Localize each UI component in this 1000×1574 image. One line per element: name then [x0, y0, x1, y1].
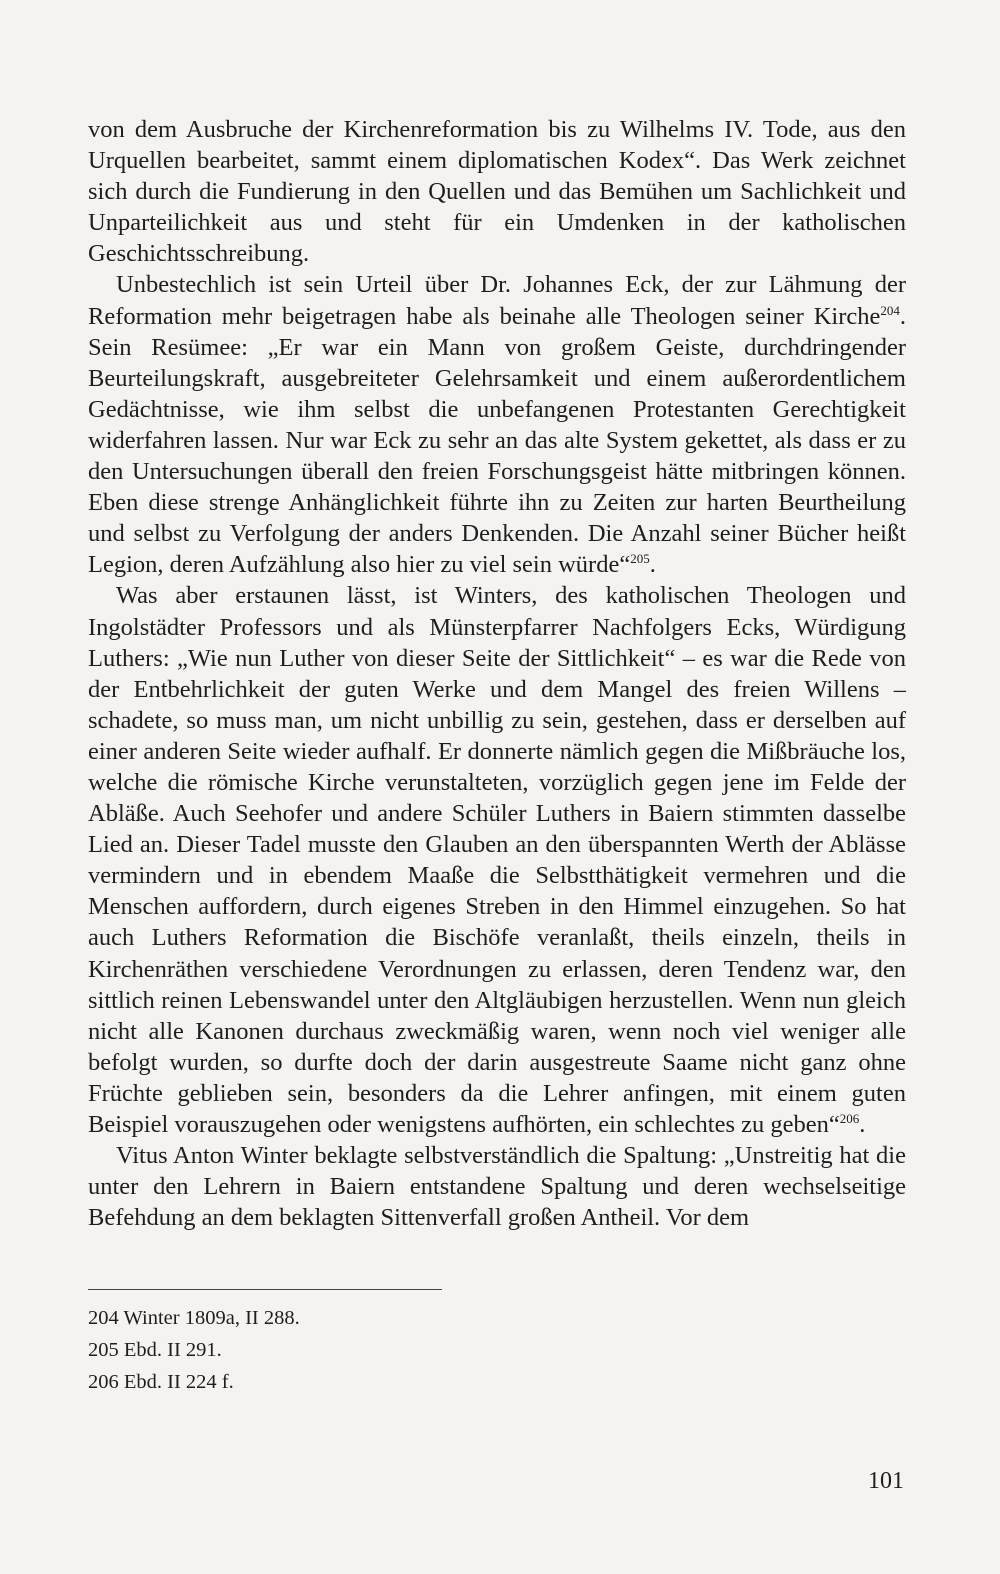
text-run: Was aber erstaunen lässt, ist Winters, des katholischen Theologen und Ingolstädter Professors und als Münsterpfarrer Nachfolgers Ecks, Würdigung Luthers: „Wie nun Luther von dieser Seite der Sittlichkeit“ – es war die Rede von der Entbehrlichkeit der guten Werke und dem Mangel des freien Willens – schadete, so muss man, um nicht unbillig zu sein, gestehen, dass er derselben auf einer anderen Seite wieder aufhalf. Er donnerte nämlich gegen die Mißbräuche los, welche die römische Kirche verunstalteten, vorzüglich gegen jene im Felde der Abläße. Auch Seehofer und andere Schüler Luthers in Baiern stimmten dasselbe Lied an. Dieser Tadel musste den Glauben an den überspannten Werth der Ablässe vermindern und in ebendem Maaße die Selbstthätigkeit vermehren und die Menschen auffordern, durch eigenes Streben in den Himmel einzugehen. So hat auch Luthers Reformation die Bischöfe veranlaßt, theils einzeln, theils in Kirchenräthen verschiedene Verordnungen zu erlassen, deren Tendenz war, den sittlich reinen Lebenswandel unter den Altgläubigen herzustellen. Wenn nun gleich nicht alle Kanonen durchaus zweckmäßig waren, wenn noch viel weniger alle befolgt wurden, so durfte doch der darin ausgestreute Saame nicht ganz ohne Früchte geblieben sein, besonders da die Lehrer anfingen, mit einem guten Beispiel vorauszugehen oder wenigstens aufhörten, ein schlechtes zu geben“ [88, 582, 906, 1138]
text-run: . [649, 551, 656, 579]
text-run: Unbestechlich ist sein Urteil über Dr. Johannes Eck, der zur Lähmung der Reformation mehr beigetragen habe als beinahe alle Theologen seiner Kirche [88, 271, 906, 330]
paragraph [88, 269, 906, 580]
paragraph [88, 580, 906, 1140]
footnote-204: 204 Winter 1809a, II 288. [88, 1307, 300, 1329]
page-number: 101 [868, 1468, 904, 1494]
text-run: von dem Ausbruche der Kirchenreformation bis zu Wilhelms IV. Tode, aus den Urquellen bearbeitet, sammt einem diplomatischen Kodex“. Das Werk zeichnet sich durch die Fundierung in den Quellen und das Bemühen um Sachlichkeit und Unparteilichkeit aus und steht für ein Umdenken in der katholischen Geschichtsschreibung. [88, 116, 906, 268]
text-run: . [859, 1111, 866, 1138]
footnote-marker: 205 [630, 551, 650, 567]
footnote-marker: 204 [880, 302, 900, 318]
footnote-separator [88, 1289, 442, 1290]
footnote-206: 206 Ebd. II 224 f. [88, 1371, 234, 1393]
text-run: Vitus Anton Winter beklagte selbstverständlich die Spaltung: „Unstreitig hat die unter den Lehrern in Baiern entstandene Spaltung und deren wechselseitige Befehdung an dem beklagten Sittenverfall großen Antheil. Vor dem [88, 1142, 906, 1232]
text-run: . Sein Resümee: „Er war ein Mann von großem Geiste, durchdringender Beurteilungskraft, ausgebreiteter Gelehrsamkeit und einem außerordentlichem Gedächtnisse, wie ihm selbst die unbefangenen Protestanten Gerechtigkeit widerfahren lassen. Nur war Eck zu sehr an das alte System gekettet, als dass er zu den Untersuchungen überall den freien Forschungsgeist hätte mitbringen können. Eben diese strenge Anhänglichkeit führte ihn zu Zeiten zur harten Beurtheilung und selbst zu Verfolgung der anders Denkenden. Die Anzahl seiner Bücher heißt Legion, deren Aufzählung also hier zu viel sein würde“ [88, 302, 906, 579]
footnote-marker: 206 [839, 1111, 860, 1126]
body-text [88, 114, 906, 1233]
paragraph [88, 114, 906, 269]
paragraph [88, 1140, 906, 1233]
footnotes [88, 1302, 688, 1398]
footnote-205: 205 Ebd. II 291. [88, 1339, 222, 1361]
